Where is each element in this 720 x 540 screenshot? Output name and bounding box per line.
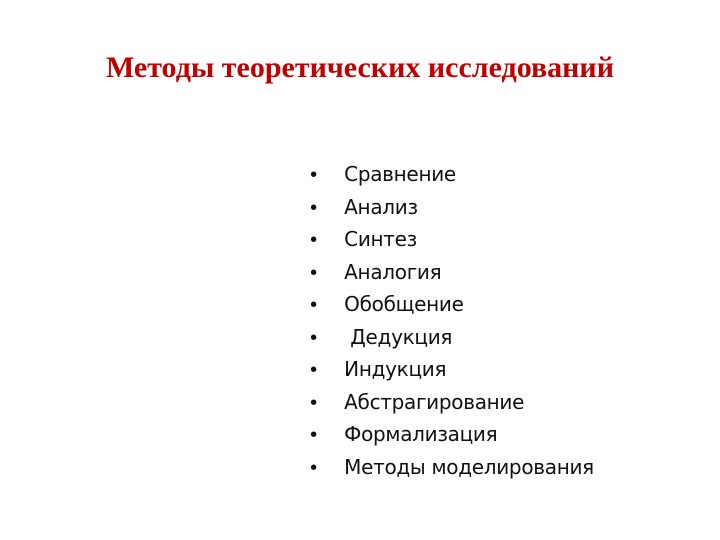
- bullet-icon: •: [310, 391, 318, 414]
- list-item-label: Индукция: [344, 357, 447, 381]
- bullet-icon: •: [310, 359, 318, 381]
- list-item-label: Абстрагирование: [344, 389, 525, 414]
- list-item: [272, 126, 594, 186]
- list-item-label: Аналогия: [344, 259, 442, 284]
- list-item: [272, 159, 594, 219]
- list-item: [272, 386, 594, 446]
- list-item: [272, 321, 594, 381]
- list-item-label: Синтез: [344, 227, 417, 251]
- list-item: [272, 419, 594, 479]
- bullet-list: [272, 126, 594, 479]
- bullet-icon: •: [310, 196, 318, 219]
- list-item: [272, 224, 594, 284]
- list-item-label: Анализ: [344, 194, 418, 219]
- bullet-icon: •: [310, 456, 318, 479]
- list-item-label: Обобщение: [344, 292, 464, 316]
- list-item: [272, 256, 594, 316]
- list-item-label: Сравнение: [344, 162, 456, 186]
- list-item: [272, 289, 594, 349]
- bullet-icon: •: [310, 261, 318, 284]
- bullet-icon: •: [310, 164, 318, 186]
- bullet-icon: •: [310, 229, 318, 251]
- slide-title: Методы теоретических исследований: [105, 51, 615, 84]
- bullet-icon: •: [310, 424, 318, 446]
- bullet-icon: •: [310, 294, 318, 316]
- list-item-label: Дедукция: [344, 324, 453, 349]
- list-item: [272, 191, 594, 251]
- list-item-label: Методы моделирования: [344, 454, 594, 479]
- list-item: [272, 354, 594, 414]
- bullet-icon: •: [310, 326, 318, 349]
- list-item-label: Формализация: [344, 422, 498, 446]
